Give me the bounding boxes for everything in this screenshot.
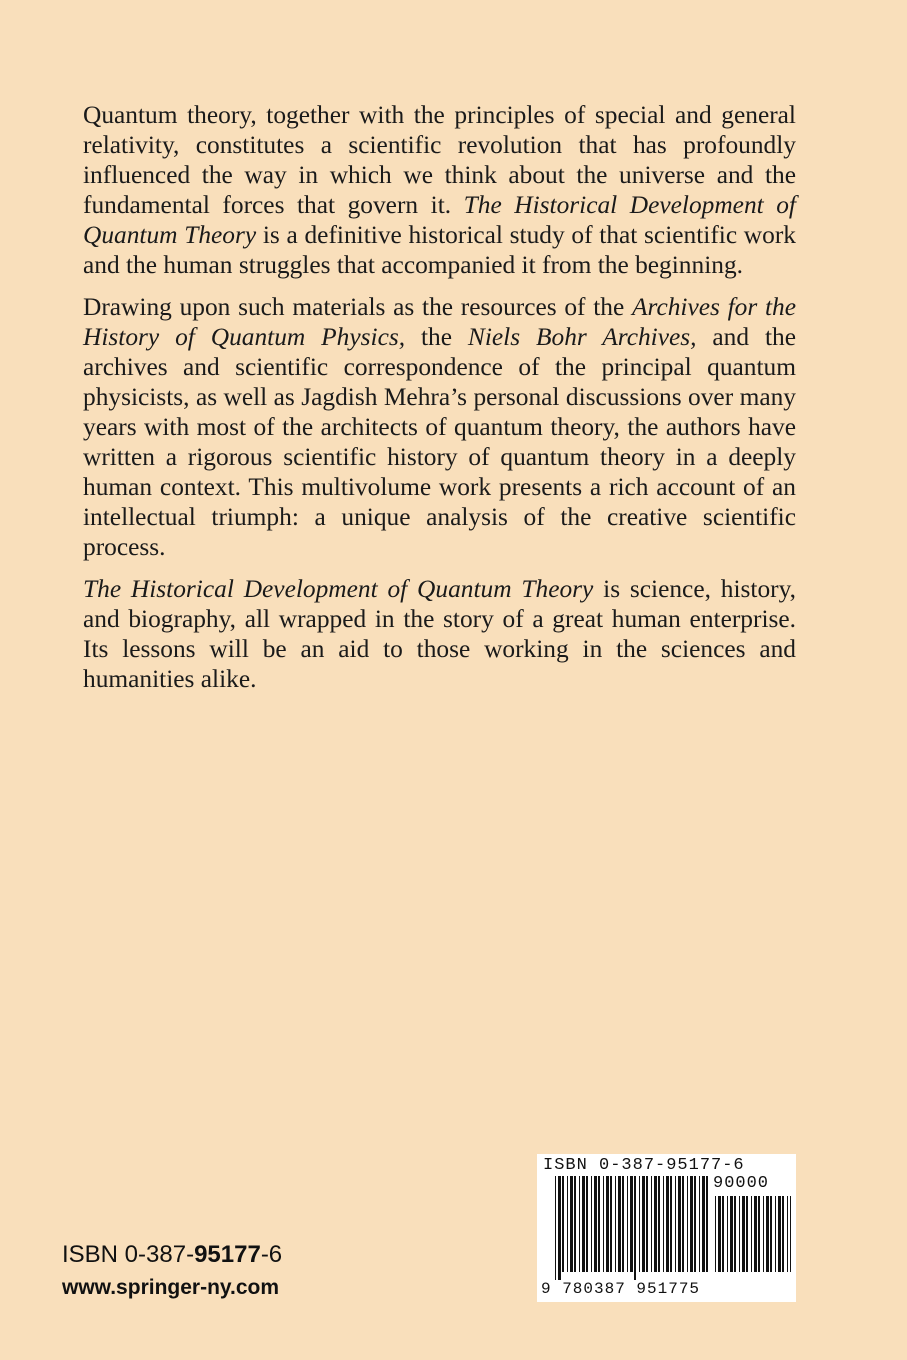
barcode-bar — [570, 1176, 573, 1272]
barcode-bar — [666, 1176, 669, 1272]
barcode-bar — [582, 1176, 585, 1272]
barcode-bar — [734, 1196, 736, 1272]
barcode-bar — [706, 1176, 708, 1272]
barcode-bar — [742, 1196, 745, 1272]
barcode-bar — [646, 1176, 648, 1272]
barcode-bar — [682, 1176, 684, 1272]
barcode-bar — [567, 1176, 568, 1272]
p3-text-b: is science, history, and biography, all wrapped in the story of a great human enterprise. Its lessons will be an aid to those working in the sciences and humanities alike. — [83, 575, 797, 693]
isbn-suffix: -6 — [260, 1241, 283, 1268]
barcode-bar — [651, 1176, 652, 1272]
barcode-bar — [690, 1176, 693, 1272]
barcode-bar — [618, 1176, 621, 1272]
p1-text-a: Quantum theory, together with the principles of special and general relativity, constitutes a scientific revolution that has profoundly influenced the way in which we think about the universe and the fundamental forces that govern it. — [83, 101, 796, 219]
barcode-bar — [622, 1176, 624, 1272]
barcode — [537, 1154, 796, 1302]
barcode-addon-bars — [715, 1196, 791, 1280]
barcode-bar — [594, 1176, 597, 1272]
barcode-bar — [654, 1176, 657, 1272]
barcode-bar — [746, 1196, 748, 1272]
barcode-bars — [555, 1176, 711, 1280]
barcode-bar — [715, 1196, 716, 1272]
barcode-bar — [678, 1176, 681, 1272]
barcode-bar — [699, 1176, 700, 1272]
barcode-bar — [766, 1196, 769, 1272]
barcode-price-label: 90000 — [713, 1174, 770, 1193]
p1-book-title: The Historical Development of Quantum Theory — [83, 191, 796, 249]
barcode-bar — [670, 1176, 672, 1272]
barcode-bar — [634, 1176, 636, 1280]
barcode-bar — [630, 1176, 633, 1272]
barcode-bar — [598, 1176, 600, 1272]
barcode-bar — [591, 1176, 592, 1272]
barcode-bar — [642, 1176, 645, 1272]
barcode-bar — [658, 1176, 660, 1272]
barcode-bar — [754, 1196, 757, 1272]
p2-text-a: Drawing upon such materials as the resources of the — [83, 293, 632, 321]
barcode-bar — [603, 1176, 604, 1272]
barcode-bar — [718, 1196, 721, 1272]
barcode-bar — [694, 1176, 696, 1272]
barcode-bar — [627, 1176, 628, 1272]
barcode-bar — [751, 1196, 752, 1272]
barcode-bar — [675, 1176, 676, 1272]
paragraph-3 — [83, 574, 796, 694]
barcode-bar — [702, 1176, 705, 1272]
paragraph-1 — [83, 100, 796, 280]
barcode-bar — [770, 1196, 772, 1272]
barcode-bar — [606, 1176, 609, 1272]
barcode-bar — [579, 1176, 580, 1272]
p2-archive-title-2: Niels Bohr Archives, — [467, 323, 697, 351]
isbn-prefix: ISBN 0-387- — [62, 1241, 195, 1268]
paragraph-2 — [83, 292, 796, 562]
barcode-bar — [730, 1196, 733, 1272]
barcode-bar — [775, 1196, 776, 1272]
p1-text-c: is a definitive historical study of that scientific work and the human struggles that accompanied it from the beginning. — [83, 221, 796, 279]
p3-book-title: The Historical Development of Quantum Theory — [83, 575, 594, 603]
barcode-bar — [763, 1196, 764, 1272]
publisher-url[interactable]: www.springer-ny.com — [62, 1276, 280, 1299]
barcode-bar — [687, 1176, 688, 1272]
barcode-bar — [727, 1196, 728, 1272]
barcode-bar — [555, 1176, 556, 1280]
barcode-bar — [787, 1196, 788, 1272]
barcode-bar — [663, 1176, 664, 1272]
barcode-bar — [574, 1176, 576, 1272]
barcode-bar — [610, 1176, 612, 1272]
barcode-bar — [615, 1176, 616, 1272]
barcode-bar — [558, 1176, 561, 1280]
p2-text-c: the — [405, 323, 468, 351]
back-cover-text — [83, 100, 796, 706]
barcode-bar — [562, 1176, 564, 1272]
barcode-bar — [586, 1176, 588, 1272]
barcode-number-label: 9 780387 951775 — [541, 1280, 701, 1298]
barcode-bar — [639, 1176, 640, 1272]
barcode-bar — [758, 1196, 760, 1272]
barcode-bar — [782, 1196, 784, 1272]
isbn-text — [62, 1241, 282, 1269]
barcode-bar — [722, 1196, 724, 1272]
barcode-bar — [739, 1196, 740, 1272]
barcode-isbn-label: ISBN 0-387-95177-6 — [543, 1156, 745, 1175]
p2-text-e: and the archives and scientific correspondence of the principal quantum physicists, as well as Jagdish Mehra’s personal discussions over many years with most of the architects of quantum theory, the authors have written a rigorous scientific history of quantum theory in a deeply human context. This multivolume work presents a rich account of an intellectual triumph: a unique analysis of the creative scientific process. — [83, 323, 796, 561]
barcode-bar — [778, 1196, 781, 1272]
isbn-bold: 95177 — [194, 1241, 261, 1268]
barcode-bar — [790, 1196, 791, 1272]
p2-archive-title-1: Archives for the History of Quantum Physics, — [83, 293, 796, 351]
